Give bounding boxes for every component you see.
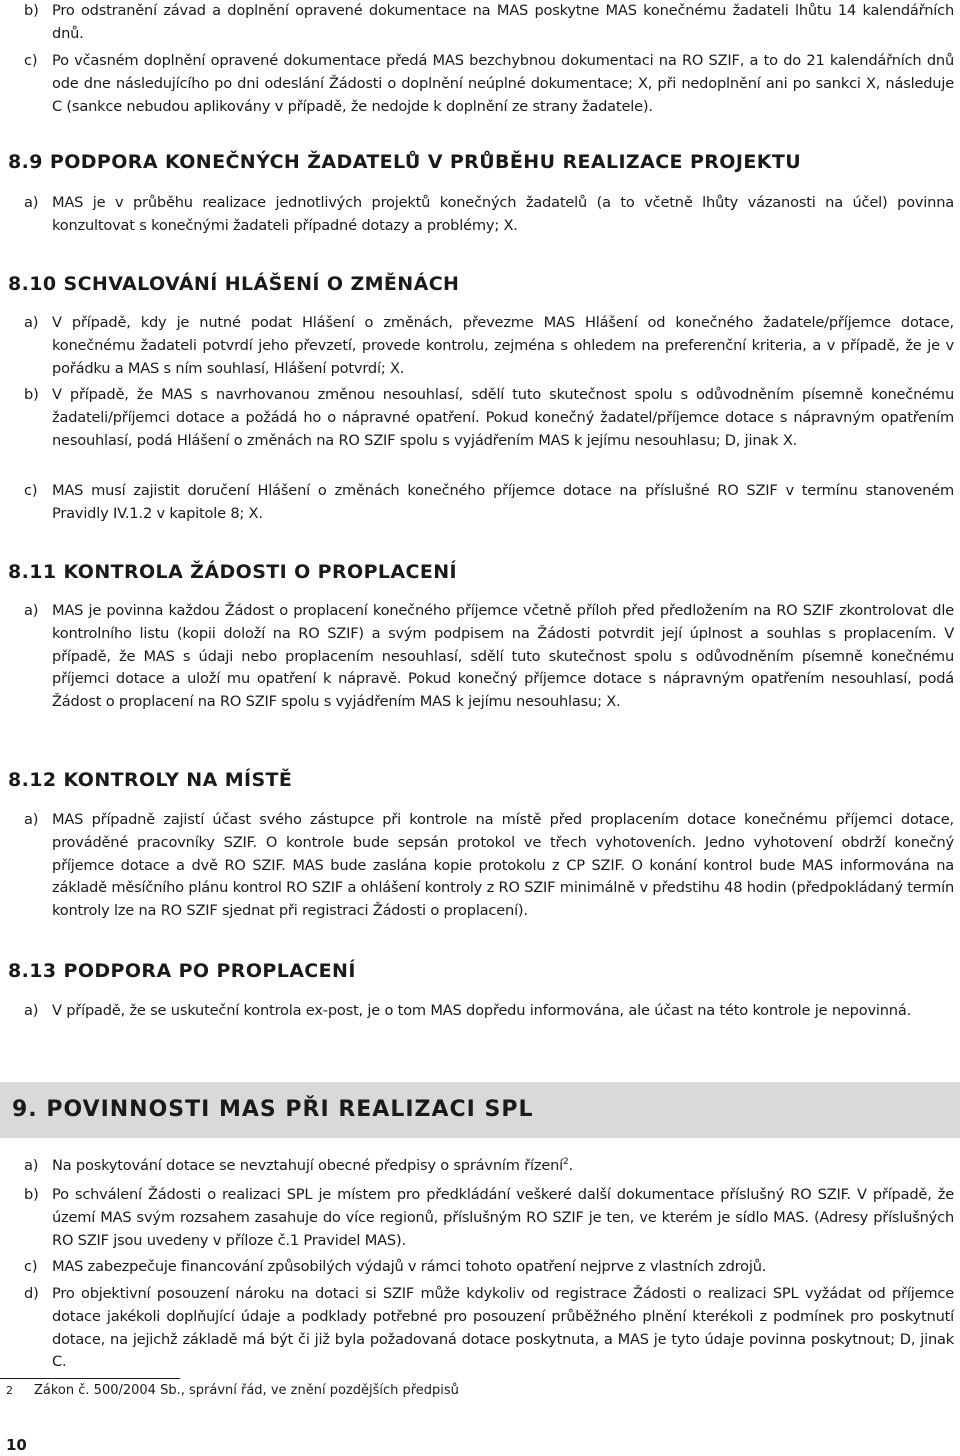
item-label: a) — [24, 314, 39, 331]
s813-item-a — [24, 1000, 954, 1023]
item-text: Po schválení Žádosti o realizaci SPL je místem pro předkládání veškeré další dokumentace příslušný RO SZIF. V případě, že území MAS svým rozsahem zasahuje do více regionů, příslušným RO SZIF je ten, ve kterém je sídlo MAS. (Adresy příslušných RO SZIF jsou uvedeny v příloze č.1 Pravidel MAS). — [52, 1186, 954, 1249]
item-text: MAS je v průběhu realizace jednotlivých projektů konečných žadatelů (a to včetně lhůty vázanosti na účel) povinna konzultovat s konečnými žadateli případné dotazy a problémy; X. — [52, 194, 954, 234]
s9-item-a — [24, 1155, 954, 1178]
s9-item-b — [24, 1184, 954, 1252]
item-text: MAS je povinna každou Žádost o proplacení konečného příjemce včetně příloh před předložením na RO SZIF zkontrolovat dle kontrolního listu (kopii doloží na RO SZIF) a svým podpisem na Žádosti potvrdit její úplnost a souhlas s proplacením. V případě, že MAS s údaji nebo proplacením nesouhlasí, sdělí tuto skutečnost spolu s odůvodněním písemně konečnému příjemci dotace a uloží mu opatření k nápravě. Pokud konečný příjemce dotace s nápravným opatřením nesouhlasí, podá Žádost o proplacení na RO SZIF spolu s vyjádřením MAS k jejímu nesouhlasu; X. — [52, 602, 954, 711]
s812-item-a — [24, 809, 954, 923]
item-text: MAS zabezpečuje financování způsobilých výdajů v rámci tohoto opatření nejprve z vlastních zdrojů. — [52, 1258, 767, 1275]
item-label: b) — [24, 386, 39, 403]
heading-8-10: 8.10 SCHVALOVÁNÍ HLÁŠENÍ O ZMĚNÁCH — [8, 273, 460, 295]
item-label: c) — [24, 52, 38, 69]
item-text — [52, 1155, 954, 1178]
footnote-text: Zákon č. 500/2004 Sb., správní řád, ve znění pozdějších předpisů — [34, 1383, 459, 1398]
item-label: a) — [24, 1157, 39, 1174]
item-label: c) — [24, 482, 38, 499]
item-label: d) — [24, 1285, 39, 1302]
item-label: b) — [24, 1186, 39, 1203]
item-label: b) — [24, 2, 39, 19]
footnote-mark: 2 — [6, 1384, 13, 1397]
item-text: V případě, že MAS s navrhovanou změnou nesouhlasí, sdělí tuto skutečnost spolu s odůvodněním písemně konečnému žadateli/příjemci dotace a požádá ho o nápravné opatření. Pokud konečný žadatel/příjemce dotace s nápravným opatřením nesouhlasí, podá Hlášení o změnách na RO SZIF spolu s vyjádřením MAS k jejímu nesouhlasu; D, jinak X. — [52, 386, 954, 449]
heading-8-12: 8.12 KONTROLY NA MÍSTĚ — [8, 769, 293, 791]
heading-8-13: 8.13 PODPORA PO PROPLACENÍ — [8, 960, 356, 982]
item-text: MAS musí zajistit doručení Hlášení o změnách konečného příjemce dotace na příslušné RO SZIF v termínu stanoveném Pravidly IV.1.2 v kapitole 8; X. — [52, 482, 954, 522]
item-text: MAS případně zajistí účast svého zástupce při kontrole na místě před proplacením dotace konečnému příjemci dotace, prováděné pracovníky SZIF. O kontrole bude sepsán protokol ve třech vyhotoveních. Jedno vyhotovení obdrží konečný příjemce dotace a dvě RO SZIF. MAS bude zaslána kopie protokolu z CP SZIF. O konání kontrol bude MAS informována na základě měsíčního plánu kontrol RO SZIF a ohlášení kontroly z RO SZIF minimálně v předstihu 48 hodin (předpokládaný termín kontroly lze na RO SZIF sjednat při registraci Žádosti o proplacení). — [52, 811, 954, 920]
footnote-ref: 2 — [563, 1157, 569, 1168]
top-item-b — [24, 0, 954, 46]
item-text-main: Na poskytování dotace se nevztahují obecné předpisy o správním řízení — [52, 1157, 564, 1174]
item-text: V případě, kdy je nutné podat Hlášení o změnách, převezme MAS Hlášení od konečného žadatele/příjemce dotace, konečnému žadateli potvrdí jeho převzetí, provede kontrolu, zejména s ohledem na preferenční kriteria, a v případě, že je v pořádku a MAS s ním souhlasí, Hlášení potvrdí; X. — [52, 314, 954, 377]
s810-item-c — [24, 480, 954, 526]
footnote-divider — [0, 1378, 180, 1379]
top-item-c — [24, 50, 954, 118]
item-label: c) — [24, 1258, 38, 1275]
s9-item-d — [24, 1283, 954, 1374]
item-text-end: . — [568, 1157, 573, 1174]
item-text: Pro objektivní posouzení nároku na dotaci si SZIF může kdykoliv od registrace Žádosti o realizaci SPL vyžádat od příjemce dotace jakékoli doplňující údaje a podklady potřebné pro posouzení průběžného plnění kterékoli z podmínek pro poskytnutí dotace, na jejichž základě má být či již byla požadovaná dotace poskytnuta, a MAS je tyto údaje povinna poskytnout; D, jinak C. — [52, 1285, 954, 1371]
item-label: a) — [24, 811, 39, 828]
item-text: V případě, že se uskuteční kontrola ex-post, je o tom MAS dopředu informována, ale účast na této kontrole je nepovinná. — [52, 1002, 912, 1019]
heading-8-11: 8.11 KONTROLA ŽÁDOSTI O PROPLACENÍ — [8, 561, 458, 583]
s9-item-c — [24, 1256, 954, 1279]
page-number: 10 — [6, 1436, 27, 1454]
heading-8-9: 8.9 PODPORA KONEČNÝCH ŽADATELŮ V PRŮBĚHU REALIZACE PROJEKTU — [8, 151, 802, 173]
item-label: a) — [24, 1002, 39, 1019]
s810-item-a — [24, 312, 954, 380]
heading-9: 9. POVINNOSTI MAS PŘI REALIZACI SPL — [12, 1097, 534, 1122]
footnote — [6, 1382, 906, 1400]
s810-item-b — [24, 384, 954, 452]
s89-item-a — [24, 192, 954, 238]
item-text: Po včasném doplnění opravené dokumentace předá MAS bezchybnou dokumentaci na RO SZIF, a to do 21 kalendářních dnů ode dne následujícího po dni odeslání Žádosti o doplnění neúplné dokumentace; X, při nedoplnění ani po sankci X, následuje C (sankce nebudou aplikovány v případě, že nedojde k doplnění ze strany žadatele). — [52, 52, 954, 115]
item-text: Pro odstranění závad a doplnění opravené dokumentace na MAS poskytne MAS konečnému žadateli lhůtu 14 kalendářních dnů. — [52, 2, 954, 42]
item-label: a) — [24, 194, 39, 211]
s811-item-a — [24, 600, 954, 714]
item-label: a) — [24, 602, 39, 619]
